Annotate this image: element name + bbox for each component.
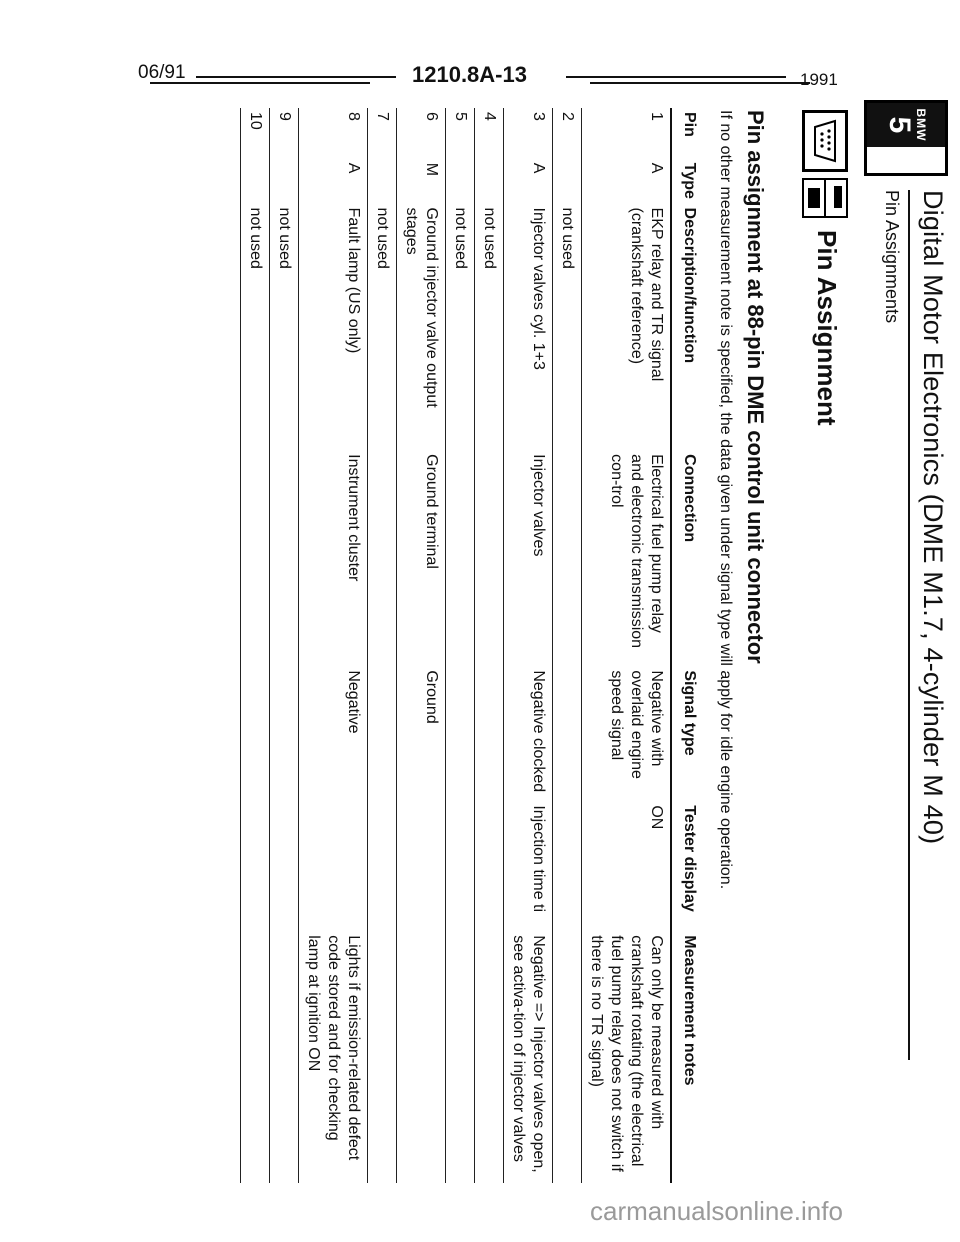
pin-table	[240, 108, 702, 1183]
table-row	[270, 108, 299, 1183]
cell-desc: not used	[270, 204, 299, 451]
cell-conn	[446, 450, 475, 666]
col-desc: Description/function	[671, 204, 702, 451]
cell-tester	[553, 801, 582, 931]
table-row	[241, 108, 270, 1183]
cell-pin: 8	[299, 108, 368, 159]
cell-desc: not used	[368, 204, 397, 451]
cell-notes	[446, 931, 475, 1183]
cell-type: M	[397, 159, 446, 204]
cell-type: A	[582, 159, 672, 204]
cell-sig	[446, 666, 475, 801]
cell-pin: 5	[446, 108, 475, 159]
cell-notes	[270, 931, 299, 1183]
cell-notes	[397, 931, 446, 1183]
table-row	[299, 108, 368, 1183]
col-signal: Signal type	[671, 666, 702, 801]
cell-conn: Electrical fuel pump relay and electronic transmission con-trol	[582, 450, 672, 666]
cell-conn	[270, 450, 299, 666]
cell-notes: Lights if emission-related defect code stored and for checking lamp at ignition ON	[299, 931, 368, 1183]
cell-tester	[299, 801, 368, 931]
cell-type	[475, 159, 504, 204]
cell-pin: 6	[397, 108, 446, 159]
cell-sig: Ground	[397, 666, 446, 801]
cell-tester: ON	[582, 801, 672, 931]
cell-sig: Negative clocked	[504, 666, 553, 801]
cell-desc: Ground injector valve output stages	[397, 204, 446, 451]
header-rule	[150, 82, 370, 84]
page-body	[0, 90, 960, 1190]
page-subtitle: Pin Assignments	[882, 190, 902, 324]
cell-sig: Negative	[299, 666, 368, 801]
pin-heading: Pin assignment at 88-pin DME control unit connector	[743, 110, 768, 664]
cell-conn: Injector valves	[504, 450, 553, 666]
cell-sig	[553, 666, 582, 801]
col-tester: Tester display	[671, 801, 702, 931]
header-year: 1991	[800, 70, 838, 89]
cell-type	[368, 159, 397, 204]
cell-notes	[368, 931, 397, 1183]
cell-type	[553, 159, 582, 204]
table-row	[368, 108, 397, 1183]
watermark: carmanualsonline.info	[590, 1196, 843, 1226]
cell-tester	[446, 801, 475, 931]
page-title: Digital Motor Electronics (DME M1.7, 4-cylinder M 40)	[918, 190, 948, 845]
cell-conn: Instrument cluster	[299, 450, 368, 666]
cell-tester	[397, 801, 446, 931]
cell-pin: 3	[504, 108, 553, 159]
cell-type	[446, 159, 475, 204]
cell-pin: 7	[368, 108, 397, 159]
cell-notes	[475, 931, 504, 1183]
table-row	[446, 108, 475, 1183]
cell-notes	[241, 931, 270, 1183]
cell-sig	[368, 666, 397, 801]
cell-notes: Can only be measured with crankshaft rotating (the electrical fuel pump relay does not switch if there is no TR signal)	[582, 931, 672, 1183]
title-rule	[908, 190, 910, 1060]
cell-type	[270, 159, 299, 204]
cell-tester	[241, 801, 270, 931]
cell-conn	[368, 450, 397, 666]
cell-notes: Negative => Injector valves open, see activa-tion of injector valves	[504, 931, 553, 1183]
col-connection: Connection	[671, 450, 702, 666]
table-row	[397, 108, 446, 1183]
cell-tester	[475, 801, 504, 931]
cell-sig	[270, 666, 299, 801]
cell-sig	[241, 666, 270, 801]
col-type: Type	[671, 159, 702, 204]
table-header-row	[671, 108, 702, 1183]
table-row	[475, 108, 504, 1183]
cell-sig: Negative with overlaid engine speed signal	[582, 666, 672, 801]
cell-pin: 10	[241, 108, 270, 159]
col-pin: Pin	[671, 108, 702, 159]
plug-icon	[802, 178, 848, 218]
cell-tester	[270, 801, 299, 931]
cell-tester: Injection time ti	[504, 801, 553, 931]
measurement-note: If no other measurement note is specified, the data given under signal type will apply for idle engine operation.	[717, 110, 734, 890]
bmw-series-badge	[864, 100, 948, 176]
cell-desc: not used	[241, 204, 270, 451]
header-date: 06/91	[138, 62, 186, 83]
cell-desc: Injector valves cyl. 1+3	[504, 204, 553, 451]
table-row	[582, 108, 672, 1183]
connector-icon	[802, 110, 848, 172]
cell-type: A	[504, 159, 553, 204]
cell-type: A	[299, 159, 368, 204]
cell-desc: not used	[446, 204, 475, 451]
cell-conn	[241, 450, 270, 666]
cell-desc: EKP relay and TR signal (crankshaft reference)	[582, 204, 672, 451]
badge-brand: BMW	[914, 108, 928, 142]
cell-desc: Fault lamp (US only)	[299, 204, 368, 451]
badge-series: 5	[883, 116, 916, 134]
cell-tester	[368, 801, 397, 931]
cell-notes	[553, 931, 582, 1183]
header-doc-code: 1210.8A-13	[412, 62, 527, 87]
cell-conn: Ground terminal	[397, 450, 446, 666]
cell-sig	[475, 666, 504, 801]
cell-type	[241, 159, 270, 204]
cell-conn	[553, 450, 582, 666]
section-title: Pin Assignment	[812, 230, 842, 426]
cell-pin: 9	[270, 108, 299, 159]
cell-desc: not used	[475, 204, 504, 451]
table-row	[553, 108, 582, 1183]
cell-pin: 4	[475, 108, 504, 159]
cell-pin: 1	[582, 108, 672, 159]
header-rule	[590, 82, 810, 84]
cell-conn	[475, 450, 504, 666]
cell-pin: 2	[553, 108, 582, 159]
col-notes: Measurement notes	[671, 931, 702, 1183]
cell-desc: not used	[553, 204, 582, 451]
table-row	[504, 108, 553, 1183]
